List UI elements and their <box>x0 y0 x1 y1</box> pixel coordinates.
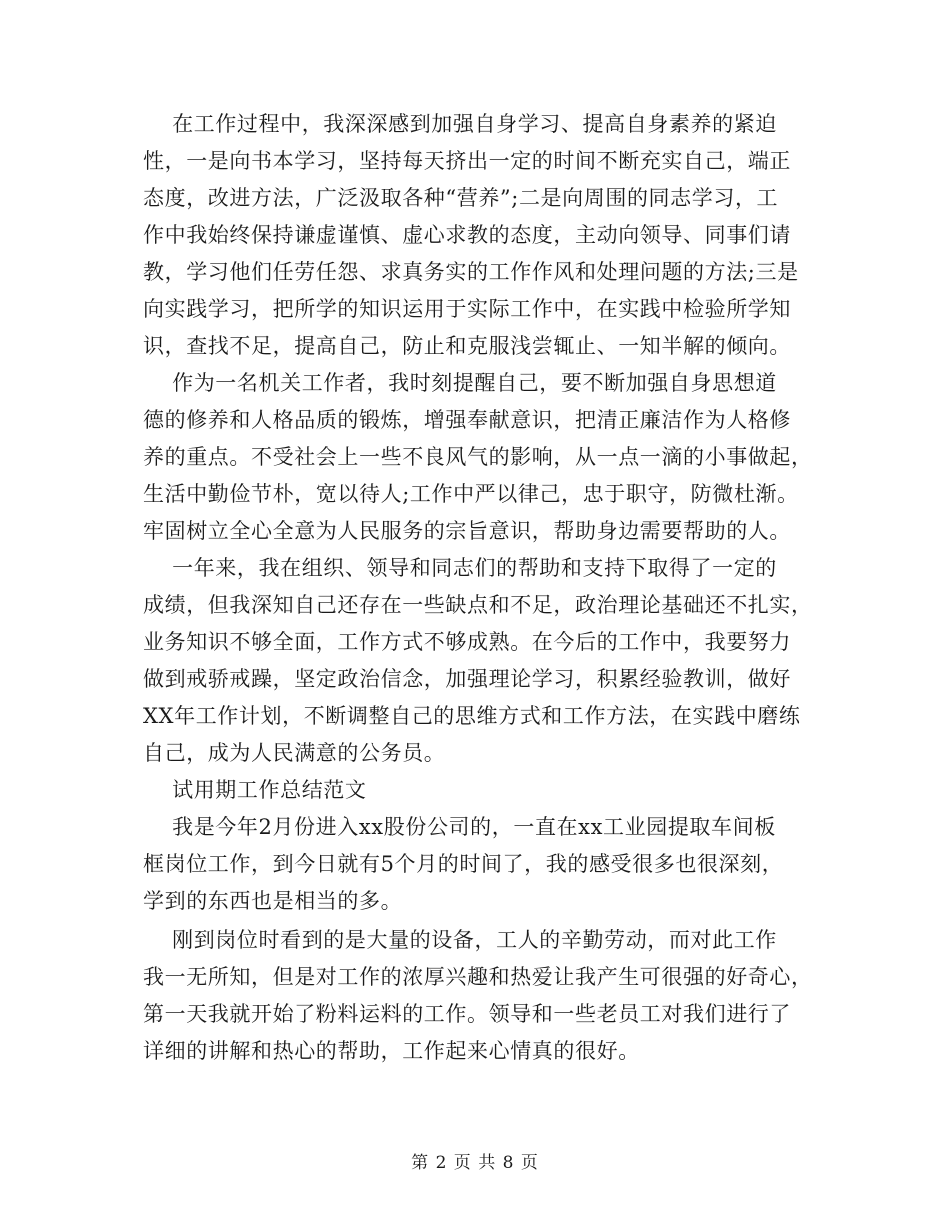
page-number-footer: 第 2 页 共 8 页 <box>411 1153 539 1173</box>
body-text-line: 学到的东西也是相当的多。 <box>143 889 403 913</box>
body-text-line: 生活中勤俭节朴，宽以待人;工作中严以律己，忠于职守，防微杜渐。 <box>143 482 799 506</box>
body-text-line: 德的修养和人格品质的锻炼，增强奉献意识，把清正廉洁作为人格修 <box>143 408 791 432</box>
body-text-line: 牢固树立全心全意为人民服务的宗旨意识，帮助身边需要帮助的人。 <box>143 519 791 543</box>
body-text-line: 作为一名机关工作者，我时刻提醒自己，要不断加强自身思想道 <box>143 371 777 395</box>
body-text-line: XX年工作计划，不断调整自己的思维方式和工作方法，在实践中磨练 <box>143 704 801 728</box>
body-text-line: 养的重点。不受社会上一些不良风气的影响，从一点一滴的小事做起， <box>143 445 813 469</box>
body-text-line: 识，查找不足，提高自己，防止和克服浅尝辄止、一知半解的倾向。 <box>143 334 791 358</box>
body-text-line: 自己，成为人民满意的公务员。 <box>143 741 446 765</box>
body-text-line: 框岗位工作，到今日就有5个月的时间了，我的感受很多也很深刻， <box>143 852 784 876</box>
body-text-line: 性，一是向书本学习，坚持每天挤出一定的时间不断充实自己，端正 <box>143 149 791 173</box>
body-text-line: 业务知识不够全面，工作方式不够成熟。在今后的工作中，我要努力 <box>143 630 791 654</box>
body-text-line: 做到戒骄戒躁，坚定政治信念，加强理论学习，积累经验教训，做好 <box>143 667 791 691</box>
body-text-line: 刚到岗位时看到的是大量的设备，工人的辛勤劳动，而对此工作 <box>143 928 777 952</box>
body-text-line: 我一无所知，但是对工作的浓厚兴趣和热爱让我产生可很强的好奇心， <box>143 965 813 989</box>
body-text-line: 态度，改进方法，广泛汲取各种“营养”;二是向周围的同志学习，工 <box>143 186 779 210</box>
body-text-line: 一年来，我在组织、领导和同志们的帮助和支持下取得了一定的 <box>143 556 777 580</box>
section-heading: 试用期工作总结范文 <box>143 778 367 802</box>
body-text-line: 作中我始终保持谦虚谨慎、虚心求教的态度，主动向领导、同事们请 <box>143 223 791 247</box>
body-text-line: 教，学习他们任劳任怨、求真务实的工作作风和处理问题的方法;三是 <box>143 260 799 284</box>
body-text-line: 成绩，但我深知自己还存在一些缺点和不足，政治理论基础还不扎实， <box>143 593 813 617</box>
body-text-line: 我是今年2月份进入xx股份公司的，一直在xx工业园提取车间板 <box>143 815 776 839</box>
body-text-line: 在工作过程中，我深深感到加强自身学习、提高自身素养的紧迫 <box>143 112 777 136</box>
body-text-line: 详细的讲解和热心的帮助，工作起来心情真的很好。 <box>143 1039 640 1063</box>
body-text-line: 向实践学习，把所学的知识运用于实际工作中，在实践中检验所学知 <box>143 297 791 321</box>
body-text-line: 第一天我就开始了粉料运料的工作。领导和一些老员工对我们进行了 <box>143 1002 791 1026</box>
